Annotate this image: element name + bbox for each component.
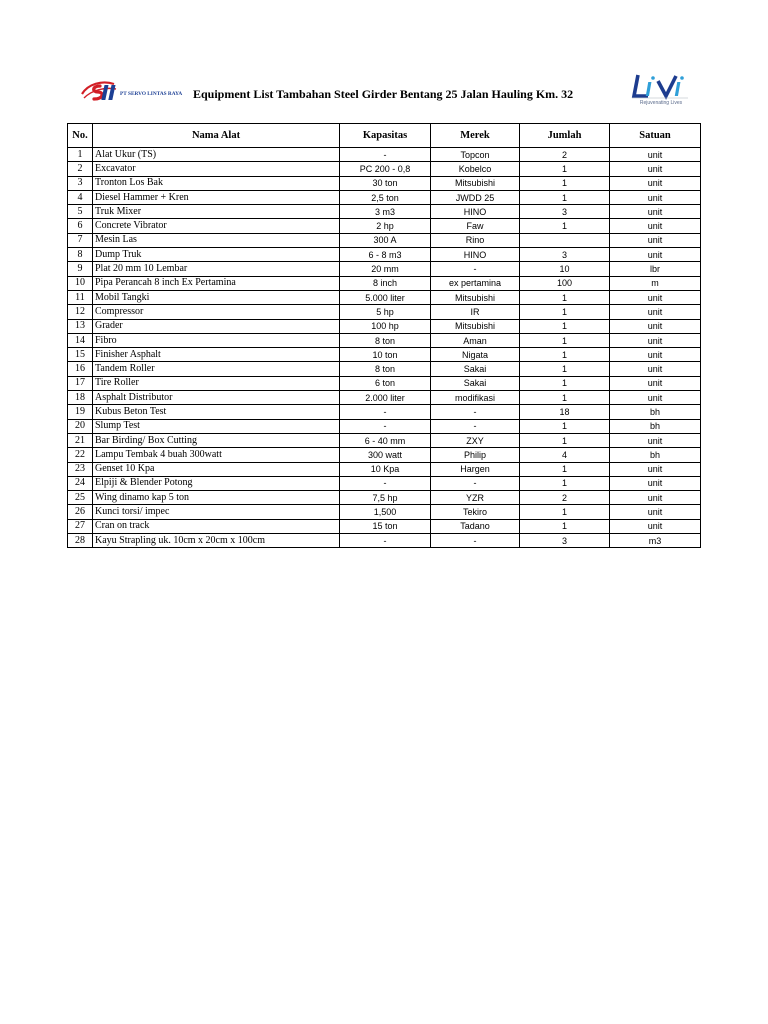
cell-nama-alat: Tandem Roller (93, 362, 340, 376)
cell-nama-alat: Mobil Tangki (93, 290, 340, 304)
cell-jumlah: 3 (520, 248, 610, 262)
cell-nama-alat: Excavator (93, 162, 340, 176)
cell-satuan: unit (610, 433, 701, 447)
cell-merek: - (431, 419, 520, 433)
cell-no: 9 (68, 262, 93, 276)
cell-merek: Topcon (431, 148, 520, 162)
cell-merek: YZR (431, 491, 520, 505)
cell-merek: Mitsubishi (431, 290, 520, 304)
cell-kapasitas: 300 A (340, 233, 431, 247)
cell-satuan: unit (610, 162, 701, 176)
cell-jumlah (520, 233, 610, 247)
table-row (68, 248, 701, 262)
table-row (68, 376, 701, 390)
cell-nama-alat: Slump Test (93, 419, 340, 433)
table-row (68, 391, 701, 405)
cell-jumlah: 1 (520, 219, 610, 233)
cell-no: 5 (68, 205, 93, 219)
cell-no: 12 (68, 305, 93, 319)
table-row (68, 448, 701, 462)
cell-no: 23 (68, 462, 93, 476)
cell-nama-alat: Cran on track (93, 519, 340, 533)
cell-kapasitas: - (340, 476, 431, 490)
cell-nama-alat: Lampu Tembak 4 buah 300watt (93, 448, 340, 462)
cell-kapasitas: 2,5 ton (340, 190, 431, 204)
cell-jumlah: 1 (520, 319, 610, 333)
cell-kapasitas: - (340, 405, 431, 419)
table-row (68, 462, 701, 476)
table-row (68, 362, 701, 376)
cell-nama-alat: Diesel Hammer + Kren (93, 190, 340, 204)
cell-satuan: unit (610, 205, 701, 219)
table-row (68, 505, 701, 519)
cell-satuan: unit (610, 305, 701, 319)
site-logo-mark (628, 72, 694, 100)
table-row (68, 219, 701, 233)
cell-satuan: unit (610, 219, 701, 233)
company-logo-text: PT SERVO LINTAS RAYA (120, 91, 183, 97)
cell-jumlah: 2 (520, 148, 610, 162)
cell-nama-alat: Truk Mixer (93, 205, 340, 219)
column-header-satuan: Satuan (610, 124, 701, 148)
cell-kapasitas: - (340, 148, 431, 162)
cell-no: 2 (68, 162, 93, 176)
column-header-kapasitas: Kapasitas (340, 124, 431, 148)
cell-kapasitas: 30 ton (340, 176, 431, 190)
table-row (68, 305, 701, 319)
table-row (68, 348, 701, 362)
cell-jumlah: 18 (520, 405, 610, 419)
cell-nama-alat: Alat Ukur (TS) (93, 148, 340, 162)
cell-satuan: unit (610, 148, 701, 162)
table-row (68, 476, 701, 490)
cell-satuan: unit (610, 362, 701, 376)
cell-no: 3 (68, 176, 93, 190)
table-row (68, 205, 701, 219)
cell-merek: Tadano (431, 519, 520, 533)
cell-no: 14 (68, 333, 93, 347)
cell-jumlah: 1 (520, 190, 610, 204)
table-row (68, 148, 701, 162)
cell-nama-alat: Plat 20 mm 10 Lembar (93, 262, 340, 276)
cell-merek: Sakai (431, 376, 520, 390)
cell-no: 18 (68, 391, 93, 405)
cell-jumlah: 1 (520, 391, 610, 405)
cell-no: 10 (68, 276, 93, 290)
cell-merek: Mitsubishi (431, 319, 520, 333)
table-row (68, 262, 701, 276)
cell-satuan: unit (610, 391, 701, 405)
cell-no: 11 (68, 290, 93, 304)
cell-kapasitas: 3 m3 (340, 205, 431, 219)
cell-nama-alat: Genset 10 Kpa (93, 462, 340, 476)
cell-satuan: bh (610, 448, 701, 462)
cell-satuan: bh (610, 419, 701, 433)
cell-jumlah: 100 (520, 276, 610, 290)
cell-kapasitas: 5 hp (340, 305, 431, 319)
cell-merek: HINO (431, 248, 520, 262)
cell-satuan: unit (610, 233, 701, 247)
company-logo (80, 78, 192, 104)
cell-jumlah: 1 (520, 290, 610, 304)
cell-jumlah: 3 (520, 205, 610, 219)
table-row (68, 319, 701, 333)
cell-no: 22 (68, 448, 93, 462)
cell-nama-alat: Dump Truk (93, 248, 340, 262)
cell-kapasitas: 1,500 (340, 505, 431, 519)
cell-merek: - (431, 405, 520, 419)
cell-no: 17 (68, 376, 93, 390)
cell-merek: ex pertamina (431, 276, 520, 290)
company-logo-mark (80, 78, 192, 104)
cell-kapasitas: 10 ton (340, 348, 431, 362)
cell-jumlah: 1 (520, 333, 610, 347)
cell-no: 26 (68, 505, 93, 519)
cell-satuan: m3 (610, 534, 701, 548)
cell-nama-alat: Kunci torsi/ impec (93, 505, 340, 519)
cell-no: 21 (68, 433, 93, 447)
cell-kapasitas: 10 Kpa (340, 462, 431, 476)
cell-no: 15 (68, 348, 93, 362)
cell-satuan: unit (610, 476, 701, 490)
cell-satuan: unit (610, 348, 701, 362)
cell-no: 20 (68, 419, 93, 433)
cell-nama-alat: Elpiji & Blender Potong (93, 476, 340, 490)
cell-no: 27 (68, 519, 93, 533)
cell-nama-alat: Grader (93, 319, 340, 333)
cell-kapasitas: 20 mm (340, 262, 431, 276)
table-row (68, 233, 701, 247)
cell-nama-alat: Compressor (93, 305, 340, 319)
cell-kapasitas: 8 ton (340, 362, 431, 376)
cell-nama-alat: Kayu Strapling uk. 10cm x 20cm x 100cm (93, 534, 340, 548)
cell-satuan: unit (610, 248, 701, 262)
cell-nama-alat: Kubus Beton Test (93, 405, 340, 419)
cell-kapasitas: - (340, 419, 431, 433)
cell-kapasitas: 2 hp (340, 219, 431, 233)
cell-jumlah: 1 (520, 376, 610, 390)
table-row (68, 534, 701, 548)
cell-kapasitas: 300 watt (340, 448, 431, 462)
cell-jumlah: 1 (520, 462, 610, 476)
cell-nama-alat: Fibro (93, 333, 340, 347)
cell-jumlah: 1 (520, 176, 610, 190)
cell-satuan: unit (610, 491, 701, 505)
cell-satuan: unit (610, 462, 701, 476)
cell-no: 28 (68, 534, 93, 548)
cell-kapasitas: 8 ton (340, 333, 431, 347)
cell-satuan: m (610, 276, 701, 290)
column-header-merek: Merek (431, 124, 520, 148)
cell-no: 7 (68, 233, 93, 247)
cell-satuan: bh (610, 405, 701, 419)
table-row (68, 405, 701, 419)
cell-merek: ZXY (431, 433, 520, 447)
table-row (68, 333, 701, 347)
cell-merek: Faw (431, 219, 520, 233)
column-header-no: No. (68, 124, 93, 148)
cell-merek: Mitsubishi (431, 176, 520, 190)
cell-nama-alat: Asphalt Distributor (93, 391, 340, 405)
cell-nama-alat: Concrete Vibrator (93, 219, 340, 233)
cell-nama-alat: Finisher Asphalt (93, 348, 340, 362)
cell-merek: IR (431, 305, 520, 319)
table-row (68, 290, 701, 304)
equipment-table (67, 123, 701, 548)
cell-jumlah: 4 (520, 448, 610, 462)
cell-merek: Kobelco (431, 162, 520, 176)
cell-no: 25 (68, 491, 93, 505)
table-row (68, 276, 701, 290)
cell-satuan: unit (610, 505, 701, 519)
cell-kapasitas: 6 ton (340, 376, 431, 390)
cell-merek: Aman (431, 333, 520, 347)
cell-nama-alat: Bar Birding/ Box Cutting (93, 433, 340, 447)
cell-kapasitas: 6 - 40 mm (340, 433, 431, 447)
cell-merek: Tekiro (431, 505, 520, 519)
cell-jumlah: 10 (520, 262, 610, 276)
cell-jumlah: 1 (520, 505, 610, 519)
cell-satuan: unit (610, 190, 701, 204)
cell-jumlah: 1 (520, 476, 610, 490)
table-row (68, 491, 701, 505)
cell-no: 6 (68, 219, 93, 233)
table-row (68, 433, 701, 447)
cell-no: 13 (68, 319, 93, 333)
cell-nama-alat: Tronton Los Bak (93, 176, 340, 190)
cell-satuan: lbr (610, 262, 701, 276)
cell-no: 8 (68, 248, 93, 262)
cell-jumlah: 1 (520, 433, 610, 447)
cell-nama-alat: Tire Roller (93, 376, 340, 390)
cell-jumlah: 2 (520, 491, 610, 505)
cell-kapasitas: 8 inch (340, 276, 431, 290)
cell-kapasitas: 15 ton (340, 519, 431, 533)
table-row (68, 419, 701, 433)
cell-merek: - (431, 534, 520, 548)
cell-jumlah: 1 (520, 419, 610, 433)
cell-satuan: unit (610, 519, 701, 533)
cell-merek: HINO (431, 205, 520, 219)
table-row (68, 519, 701, 533)
cell-merek: - (431, 476, 520, 490)
cell-merek: Hargen (431, 462, 520, 476)
cell-satuan: unit (610, 376, 701, 390)
cell-satuan: unit (610, 290, 701, 304)
cell-no: 19 (68, 405, 93, 419)
cell-satuan: unit (610, 333, 701, 347)
cell-jumlah: 1 (520, 519, 610, 533)
cell-satuan: unit (610, 176, 701, 190)
table-row (68, 162, 701, 176)
cell-kapasitas: PC 200 - 0,8 (340, 162, 431, 176)
cell-nama-alat: Wing dinamo kap 5 ton (93, 491, 340, 505)
cell-jumlah: 1 (520, 162, 610, 176)
document-title: Equipment List Tambahan Steel Girder Bentang 25 Jalan Hauling Km. 32 (193, 87, 574, 101)
cell-kapasitas: - (340, 534, 431, 548)
cell-merek: JWDD 25 (431, 190, 520, 204)
column-header-nama-alat: Nama Alat (93, 124, 340, 148)
cell-merek: - (431, 262, 520, 276)
cell-kapasitas: 5.000 liter (340, 290, 431, 304)
table-header-row (68, 124, 701, 148)
cell-no: 24 (68, 476, 93, 490)
table-body (68, 148, 701, 548)
cell-nama-alat: Pipa Perancah 8 inch Ex Pertamina (93, 276, 340, 290)
cell-merek: modifikasi (431, 391, 520, 405)
cell-nama-alat: Mesin Las (93, 233, 340, 247)
cell-jumlah: 1 (520, 305, 610, 319)
cell-satuan: unit (610, 319, 701, 333)
cell-no: 1 (68, 148, 93, 162)
cell-merek: Sakai (431, 362, 520, 376)
cell-jumlah: 3 (520, 534, 610, 548)
cell-kapasitas: 6 - 8 m3 (340, 248, 431, 262)
table-row (68, 190, 701, 204)
cell-merek: Philip (431, 448, 520, 462)
cell-merek: Nigata (431, 348, 520, 362)
cell-kapasitas: 7,5 hp (340, 491, 431, 505)
cell-jumlah: 1 (520, 348, 610, 362)
cell-no: 16 (68, 362, 93, 376)
cell-jumlah: 1 (520, 362, 610, 376)
cell-no: 4 (68, 190, 93, 204)
site-logo-tagline: Rejuvenating Lives (639, 100, 683, 106)
column-header-jumlah: Jumlah (520, 124, 610, 148)
table-row (68, 176, 701, 190)
site-logo (628, 72, 694, 110)
cell-merek: Rino (431, 233, 520, 247)
cell-kapasitas: 2.000 liter (340, 391, 431, 405)
cell-kapasitas: 100 hp (340, 319, 431, 333)
